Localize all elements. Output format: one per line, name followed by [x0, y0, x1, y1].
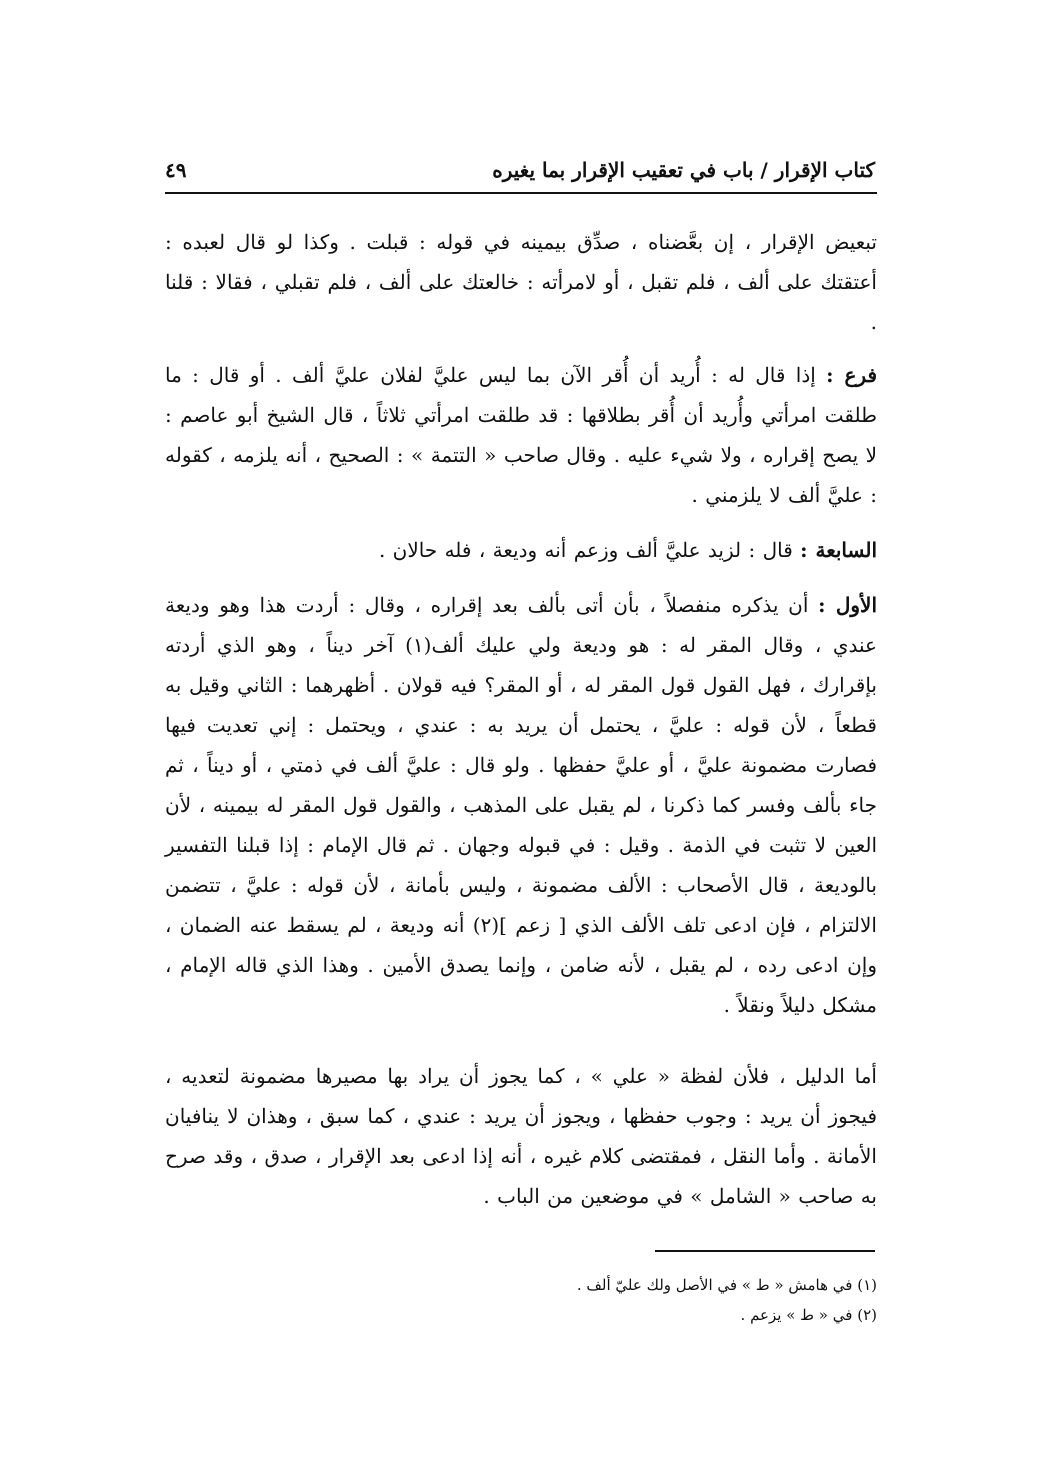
- footnote-mark: (١): [857, 1276, 877, 1294]
- footnote-mark: (٢): [857, 1306, 877, 1324]
- footnote-text: في هامش « ط » في الأصل ولك عليّ ألف .: [576, 1276, 853, 1294]
- running-header: [165, 150, 875, 190]
- page-number: ٤٩: [165, 158, 187, 182]
- running-title: كتاب الإقرار / باب في تعقيب الإقرار بما يغيره: [492, 158, 875, 182]
- paragraph-text: تبعيض الإقرار ، إن بعَّضناه ، صدِّق بيمينه في قوله : قبلت . وكذا لو قال لعبده : أعتقتك على ألف ، فلم تقبل ، أو لامرأته : خالعتك على ألف ، فلم تقبلي ، فقالا : قلنا .: [165, 230, 877, 334]
- paragraph-text: إذا قال له : أُريد أن أُقر الآن بما ليس عليَّ لفلان عليَّ ألف . أو قال : ما طلقت امرأتي وأُريد أن أُقر بطلاقها : قد طلقت امرأتي ثلاثاً ، قال الشيخ أبو عاصم : لا يصح إقراره ، ولا شيء عليه . وقال صاحب « التتمة » : الصحيح ، أنه يلزمه ، كقوله : عليَّ ألف لا يلزمني .: [165, 363, 877, 507]
- paragraph-text: قال : لزيد عليَّ ألف وزعم أنه وديعة ، فله حالان .: [378, 538, 793, 562]
- paragraph-4: [165, 585, 877, 1025]
- paragraph-lead: فرع :: [826, 363, 878, 387]
- footnote-text: في « ط » يزعم .: [740, 1306, 853, 1324]
- header-divider: [165, 192, 877, 194]
- footnotes: [165, 1270, 877, 1330]
- paragraph-2: [165, 355, 877, 515]
- paragraph-5: [165, 1056, 877, 1216]
- paragraph-1: [165, 222, 877, 342]
- paragraph-text: أما الدليل ، فلأن لفظة « علي » ، كما يجوز أن يراد بها مصيرها مضمونة لتعديه ، فيجوز أن يريد : وجوب حفظها ، ويجوز أن يريد : عندي ، كما سبق ، وهذان لا ينافيان الأمانة . وأما النقل ، فمقتضى كلام غيره ، أنه إذا ادعى بعد الإقرار ، صدق ، وقد صرح به صاحب « الشامل » في موضعين من الباب .: [165, 1064, 877, 1208]
- paragraph-3: [165, 530, 877, 570]
- footnote-divider: [655, 1250, 875, 1252]
- footnote-1: [165, 1270, 877, 1300]
- footnote-2: [165, 1300, 877, 1330]
- paragraph-text: أن يذكره منفصلاً ، بأن أتى بألف بعد إقراره ، وقال : أردت هذا وهو وديعة عندي ، وقال المقر له : هو وديعة ولي عليك ألف(١) آخر ديناً ، وهو الذي أردته بإقرارك ، فهل القول قول المقر له ، أو المقر؟ فيه قولان . أظهرهما : الثاني وقيل به قطعاً ، لأن قوله : عليَّ ، يحتمل أن يريد به : عندي ، ويحتمل : إني تعديت فيها فصارت مضمونة عليَّ ، أو عليَّ حفظها . ولو قال : عليَّ ألف في ذمتي ، أو ديناً ، ثم جاء بألف وفسر كما ذكرنا ، لم يقبل على المذهب ، والقول قول المقر له بيمينه ، لأن العين لا تثبت في الذمة . وقيل : في قبوله وجهان . ثم قال الإمام : إذا قبلنا التفسير بالوديعة ، قال الأصحاب : الألف مضمونة ، وليس بأمانة ، لأن قوله : عليَّ ، تتضمن الالتزام ، فإن ادعى تلف الألف الذي [ زعم ](٢) أنه وديعة ، لم يسقط عنه الضمان ، وإن ادعى رده ، لم يقبل ، لأنه ضامن ، وإنما يصدق الأمين . وهذا الذي قاله الإمام ، مشكل دليلاً ونقلاً .: [165, 593, 877, 1017]
- paragraph-lead: الأول :: [818, 593, 877, 617]
- paragraph-lead: السابعة :: [800, 538, 877, 562]
